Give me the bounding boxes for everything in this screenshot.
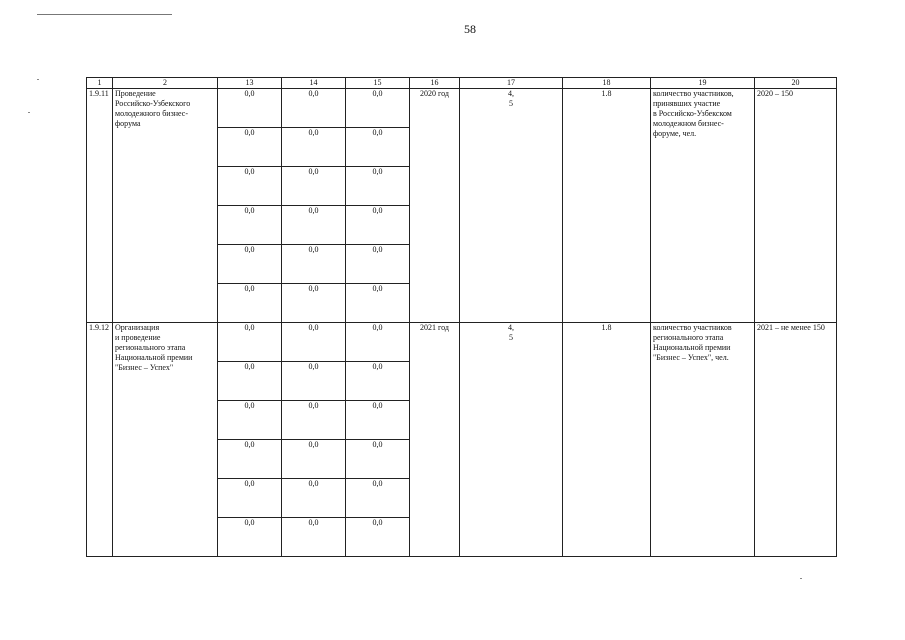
- col17-line: 5: [509, 99, 513, 108]
- value-cell: 0,0: [218, 518, 282, 557]
- value-cell: 0,0: [346, 89, 410, 128]
- row-name-line: регионального этапа: [115, 343, 186, 352]
- top-rule: [37, 14, 172, 15]
- header-cell: 19: [651, 78, 755, 89]
- col17-line: 4,: [508, 89, 514, 98]
- row-name: [113, 323, 218, 557]
- indicator-line: молодежном бизнес-: [653, 119, 724, 128]
- year-cell: 2020 год: [410, 89, 460, 323]
- row-name-line: Проведение: [115, 89, 156, 98]
- header-cell: 20: [755, 78, 837, 89]
- value-cell: 0,0: [282, 284, 346, 323]
- row-name-line: форума: [115, 119, 141, 128]
- indicator-line: принявших участие: [653, 99, 721, 108]
- value-cell: 0,0: [282, 245, 346, 284]
- value-cell: 0,0: [346, 206, 410, 245]
- header-cell: 18: [563, 78, 651, 89]
- header-cell: 15: [346, 78, 410, 89]
- value-cell: 0,0: [282, 479, 346, 518]
- header-cell: 16: [410, 78, 460, 89]
- value-cell: 0,0: [218, 479, 282, 518]
- value-cell: 0,0: [282, 362, 346, 401]
- scan-speck: [28, 112, 30, 113]
- col17-line: 4,: [508, 323, 514, 332]
- value-cell: 0,0: [218, 362, 282, 401]
- row-name-line: Национальной премии: [115, 353, 193, 362]
- row-name-line: "Бизнес – Успех": [115, 363, 174, 372]
- indicator-line: количество участников,: [653, 89, 734, 98]
- target-cell: 2020 – 150: [755, 89, 837, 323]
- value-cell: 0,0: [218, 284, 282, 323]
- value-cell: 0,0: [218, 245, 282, 284]
- value-cell: 0,0: [346, 479, 410, 518]
- row-name-line: и проведение: [115, 333, 161, 342]
- col18-cell: 1.8: [563, 323, 651, 557]
- indicator-line: в Российско-Узбекском: [653, 109, 732, 118]
- row-name-line: Российско-Узбекского: [115, 99, 191, 108]
- year-cell: 2021 год: [410, 323, 460, 557]
- col17-cell: [460, 89, 563, 323]
- target-cell: 2021 – не менее 150: [755, 323, 837, 557]
- header-cell: 17: [460, 78, 563, 89]
- value-cell: 0,0: [346, 284, 410, 323]
- table-row: [87, 323, 837, 362]
- indicator-line: регионального этапа: [653, 333, 724, 342]
- value-cell: 0,0: [282, 440, 346, 479]
- row-code: 1.9.11: [87, 89, 113, 323]
- value-cell: 0,0: [218, 401, 282, 440]
- value-cell: 0,0: [218, 206, 282, 245]
- value-cell: 0,0: [346, 167, 410, 206]
- header-cell: 14: [282, 78, 346, 89]
- value-cell: 0,0: [218, 323, 282, 362]
- value-cell: 0,0: [282, 401, 346, 440]
- value-cell: 0,0: [282, 323, 346, 362]
- col18-cell: 1.8: [563, 89, 651, 323]
- value-cell: 0,0: [282, 206, 346, 245]
- header-row: [87, 78, 837, 89]
- scan-speck: [800, 578, 802, 579]
- scan-speck: [37, 79, 39, 80]
- row-name-line: Организация: [115, 323, 160, 332]
- row-name: [113, 89, 218, 323]
- value-cell: 0,0: [282, 89, 346, 128]
- col17-line: 5: [509, 333, 513, 342]
- value-cell: 0,0: [282, 128, 346, 167]
- indicator-line: Национальной премии: [653, 343, 731, 352]
- value-cell: 0,0: [346, 128, 410, 167]
- indicator-line: количество участников: [653, 323, 732, 332]
- header-cell: 2: [113, 78, 218, 89]
- indicator-cell: [651, 89, 755, 323]
- indicator-line: форуме, чел.: [653, 129, 697, 138]
- value-cell: 0,0: [346, 401, 410, 440]
- value-cell: 0,0: [346, 323, 410, 362]
- indicator-cell: [651, 323, 755, 557]
- col17-cell: [460, 323, 563, 557]
- row-code: 1.9.12: [87, 323, 113, 557]
- header-cell: 1: [87, 78, 113, 89]
- value-cell: 0,0: [218, 89, 282, 128]
- header-cell: 13: [218, 78, 282, 89]
- value-cell: 0,0: [218, 167, 282, 206]
- table-row: [87, 89, 837, 128]
- value-cell: 0,0: [282, 167, 346, 206]
- indicator-line: "Бизнес – Успех", чел.: [653, 353, 729, 362]
- value-cell: 0,0: [346, 245, 410, 284]
- value-cell: 0,0: [346, 518, 410, 557]
- value-cell: 0,0: [218, 440, 282, 479]
- value-cell: 0,0: [346, 440, 410, 479]
- value-cell: 0,0: [218, 128, 282, 167]
- data-table: [86, 77, 837, 557]
- row-name-line: молодежного бизнес-: [115, 109, 188, 118]
- page-number: 58: [464, 22, 476, 36]
- value-cell: 0,0: [282, 518, 346, 557]
- value-cell: 0,0: [346, 362, 410, 401]
